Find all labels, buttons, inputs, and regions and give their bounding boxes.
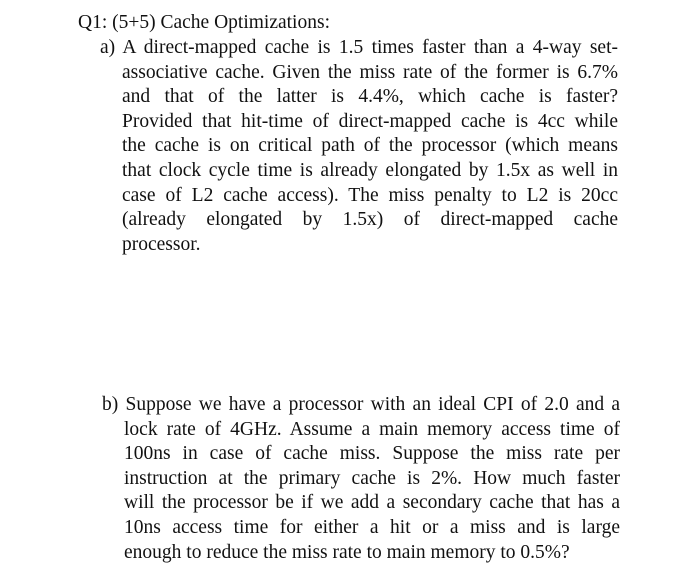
part-b-line-2: lock rate of 4GHz. Assume a main memory access time of [124,418,620,440]
part-a-line-3: and that of the latter is 4.4%, which cache is faster? [122,86,618,108]
part-a-line-4: Provided that hit-time of direct-mapped cache is 4cc while [122,110,618,132]
part-b-line-4: instruction at the primary cache is 2%. How much faster [124,467,620,489]
part-b-line-6: 10ns access time for either a hit or a miss and is large [124,516,620,538]
part-b-line-5: will the processor be if we add a secondary cache that has a [124,492,620,514]
question-heading: Q1: (5+5) Cache Optimizations: [78,12,330,33]
part-a-line-1: a) A direct-mapped cache is 1.5 times faster than a 4-way set- [100,37,618,58]
part-a-line-6: that clock cycle time is already elongated by 1.5x as well in [122,159,618,181]
part-a-line-2: associative cache. Given the miss rate of the former is 6.7% [122,61,618,83]
part-a-line-8: (already elongated by 1.5x) of direct-mapped cache [122,209,618,231]
part-b-line-3: 100ns in case of cache miss. Suppose the miss rate per [124,443,620,465]
part-a-line-7: case of L2 cache access). The miss penalty to L2 is 20cc [122,184,618,206]
part-a-line-5: the cache is on critical path of the processor (which means [122,135,618,157]
part-b-line-1: b) Suppose we have a processor with an ideal CPI of 2.0 and a [102,394,620,415]
part-a-line-9: processor. [122,233,201,255]
part-b-line-7: enough to reduce the miss rate to main memory to 0.5%? [124,541,570,563]
part-a-paragraph [100,36,618,257]
part-b-paragraph [102,393,620,565]
